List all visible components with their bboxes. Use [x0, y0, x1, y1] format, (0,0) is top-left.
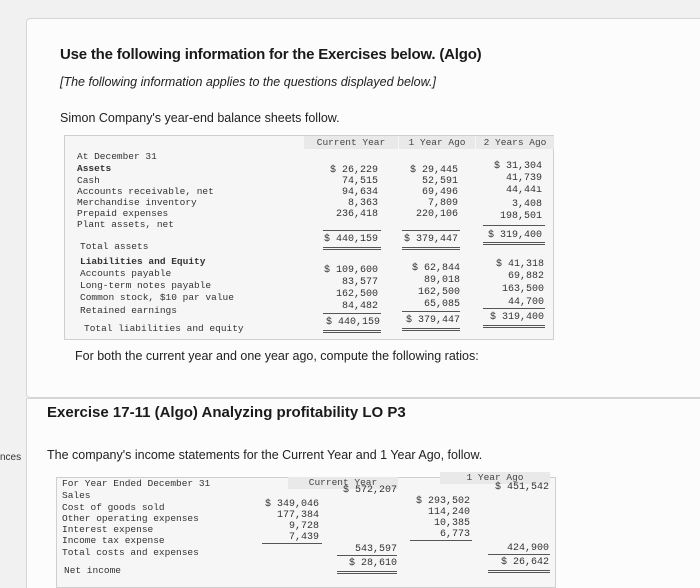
- bs-value: 65,085: [423, 299, 460, 310]
- subtotal-rule: [337, 555, 397, 556]
- total-assets-label: Total assets: [80, 241, 149, 252]
- bs-value: 94,634: [341, 187, 378, 198]
- subtotal-rule: [488, 554, 550, 555]
- sidebar-edge-label: nces: [0, 452, 22, 463]
- period-label: For Year Ended December 31: [62, 478, 211, 489]
- bs-row-label: Plant assets, net: [77, 219, 174, 230]
- assets-heading: Assets: [77, 163, 112, 174]
- subtotal-rule: [410, 540, 472, 541]
- total-assets-value: $ 440,159: [323, 234, 378, 245]
- bs-row-label: Long-term notes payable: [80, 280, 212, 291]
- sales-value: $ 451,542: [494, 482, 549, 493]
- sales-value: $ 572,207: [342, 485, 397, 496]
- is-value: 10,385: [433, 518, 470, 529]
- total-le-value: $ 379,447: [405, 315, 460, 326]
- total-double-rule: [402, 247, 460, 250]
- total-double-rule: [323, 247, 381, 250]
- total-double-rule: [402, 328, 460, 331]
- total-le-value: $ 440,159: [325, 317, 380, 328]
- bs-value: $ 26,229: [329, 165, 378, 176]
- is-col-header-1-year-ago: 1 Year Ago: [440, 472, 550, 484]
- total-costs-label: Total costs and expenses: [62, 547, 199, 558]
- is-value: $ 293,502: [415, 496, 470, 507]
- is-value: 6,773: [439, 529, 470, 540]
- bs-value: 236,418: [335, 209, 378, 220]
- bs-value: 162,500: [335, 289, 378, 300]
- bs-value: 7,809: [427, 198, 458, 209]
- bs-value: 220,106: [415, 209, 458, 220]
- bs-value: 41,739: [505, 173, 542, 184]
- subtotal-rule: [402, 230, 460, 231]
- is-col-header-current-year: Current Year: [288, 477, 398, 489]
- subtotal-rule: [262, 543, 322, 544]
- bs-value: 44,44ı: [505, 185, 542, 196]
- bs-row-label: Retained earnings: [80, 305, 177, 316]
- total-costs-value: 543,597: [354, 544, 397, 555]
- bs-row-label: Accounts receivable, net: [77, 186, 214, 197]
- subtotal-rule: [323, 230, 381, 231]
- bs-value: $ 62,844: [411, 263, 460, 274]
- is-row-label: Income tax expense: [62, 535, 165, 546]
- bs-value: 69,882: [507, 271, 544, 282]
- col-header-current-year: Current Year: [304, 136, 398, 149]
- is-value: 9,728: [288, 521, 319, 532]
- at-december-label: At December 31: [77, 151, 157, 162]
- bs-value: 84,482: [341, 301, 378, 312]
- total-double-rule: [323, 330, 381, 333]
- is-value: $ 349,046: [264, 499, 319, 510]
- is-value: 7,439: [288, 532, 319, 543]
- col-header-2-years-ago: 2 Years Ago: [476, 136, 554, 149]
- is-row-label: Interest expense: [62, 524, 154, 535]
- bs-row-label: Common stock, $10 par value: [80, 292, 234, 303]
- exercise-title: Exercise 17-11 (Algo) Analyzing profitability LO P3: [47, 404, 406, 421]
- bs-value: 89,018: [423, 275, 460, 286]
- total-double-rule: [488, 570, 550, 573]
- bs-row-label: Cash: [77, 175, 100, 186]
- ratio-instructions: For both the current year and one year ago, compute the following ratios:: [75, 349, 479, 363]
- total-le-value: $ 319,400: [489, 312, 544, 323]
- bs-row-label: Accounts payable: [80, 268, 172, 279]
- subtotal-rule: [323, 313, 381, 314]
- bs-value: 83,577: [341, 277, 378, 288]
- bs-value: 52,591: [421, 176, 458, 187]
- subtotal-rule: [402, 311, 460, 312]
- sales-label: Sales: [62, 490, 91, 501]
- bs-value: 74,515: [341, 176, 378, 187]
- bs-value: 8,363: [347, 198, 378, 209]
- net-income-label: Net income: [64, 565, 122, 576]
- exercise-intro: The company's income statements for the Current Year and 1 Year Ago, follow.: [47, 448, 483, 462]
- section-title: Use the following information for the Exercises below. (Algo): [60, 46, 482, 63]
- bs-value: $ 109,600: [323, 265, 378, 276]
- total-assets-value: $ 379,447: [403, 234, 458, 245]
- bs-value: 198,501: [499, 211, 542, 222]
- liabilities-heading: Liabilities and Equity: [80, 256, 206, 267]
- bs-row-label: Merchandise inventory: [77, 197, 197, 208]
- bs-value: 162,500: [417, 287, 460, 298]
- total-assets-value: $ 319,400: [487, 230, 542, 241]
- net-income-value: $ 26,642: [500, 557, 549, 568]
- bs-value: 3,408: [511, 199, 542, 210]
- bs-value: 44,700: [507, 297, 544, 308]
- total-costs-value: 424,900: [506, 543, 549, 554]
- subtotal-rule: [483, 225, 545, 226]
- total-double-rule: [337, 571, 397, 574]
- bs-value: 163,500: [501, 284, 544, 295]
- bs-value: $ 41,318: [495, 259, 544, 270]
- col-header-1-year-ago: 1 Year Ago: [399, 136, 475, 149]
- bs-value: 69,496: [421, 187, 458, 198]
- bs-row-label: Prepaid expenses: [77, 208, 169, 219]
- bs-value: $ 31,304: [493, 161, 542, 172]
- is-row-label: Cost of goods sold: [62, 502, 165, 513]
- is-row-label: Other operating expenses: [62, 513, 199, 524]
- total-liabilities-equity-label: Total liabilities and equity: [84, 323, 244, 334]
- total-double-rule: [483, 325, 545, 328]
- subtotal-rule: [483, 308, 545, 309]
- total-double-rule: [483, 242, 545, 245]
- is-value: 114,240: [427, 507, 470, 518]
- bs-value: $ 29,445: [409, 165, 458, 176]
- section-subtitle: [The following information applies to the questions displayed below.]: [60, 75, 436, 89]
- is-value: 177,384: [276, 510, 319, 521]
- balance-sheet-intro: Simon Company's year-end balance sheets follow.: [60, 111, 340, 125]
- net-income-value: $ 28,610: [348, 558, 397, 569]
